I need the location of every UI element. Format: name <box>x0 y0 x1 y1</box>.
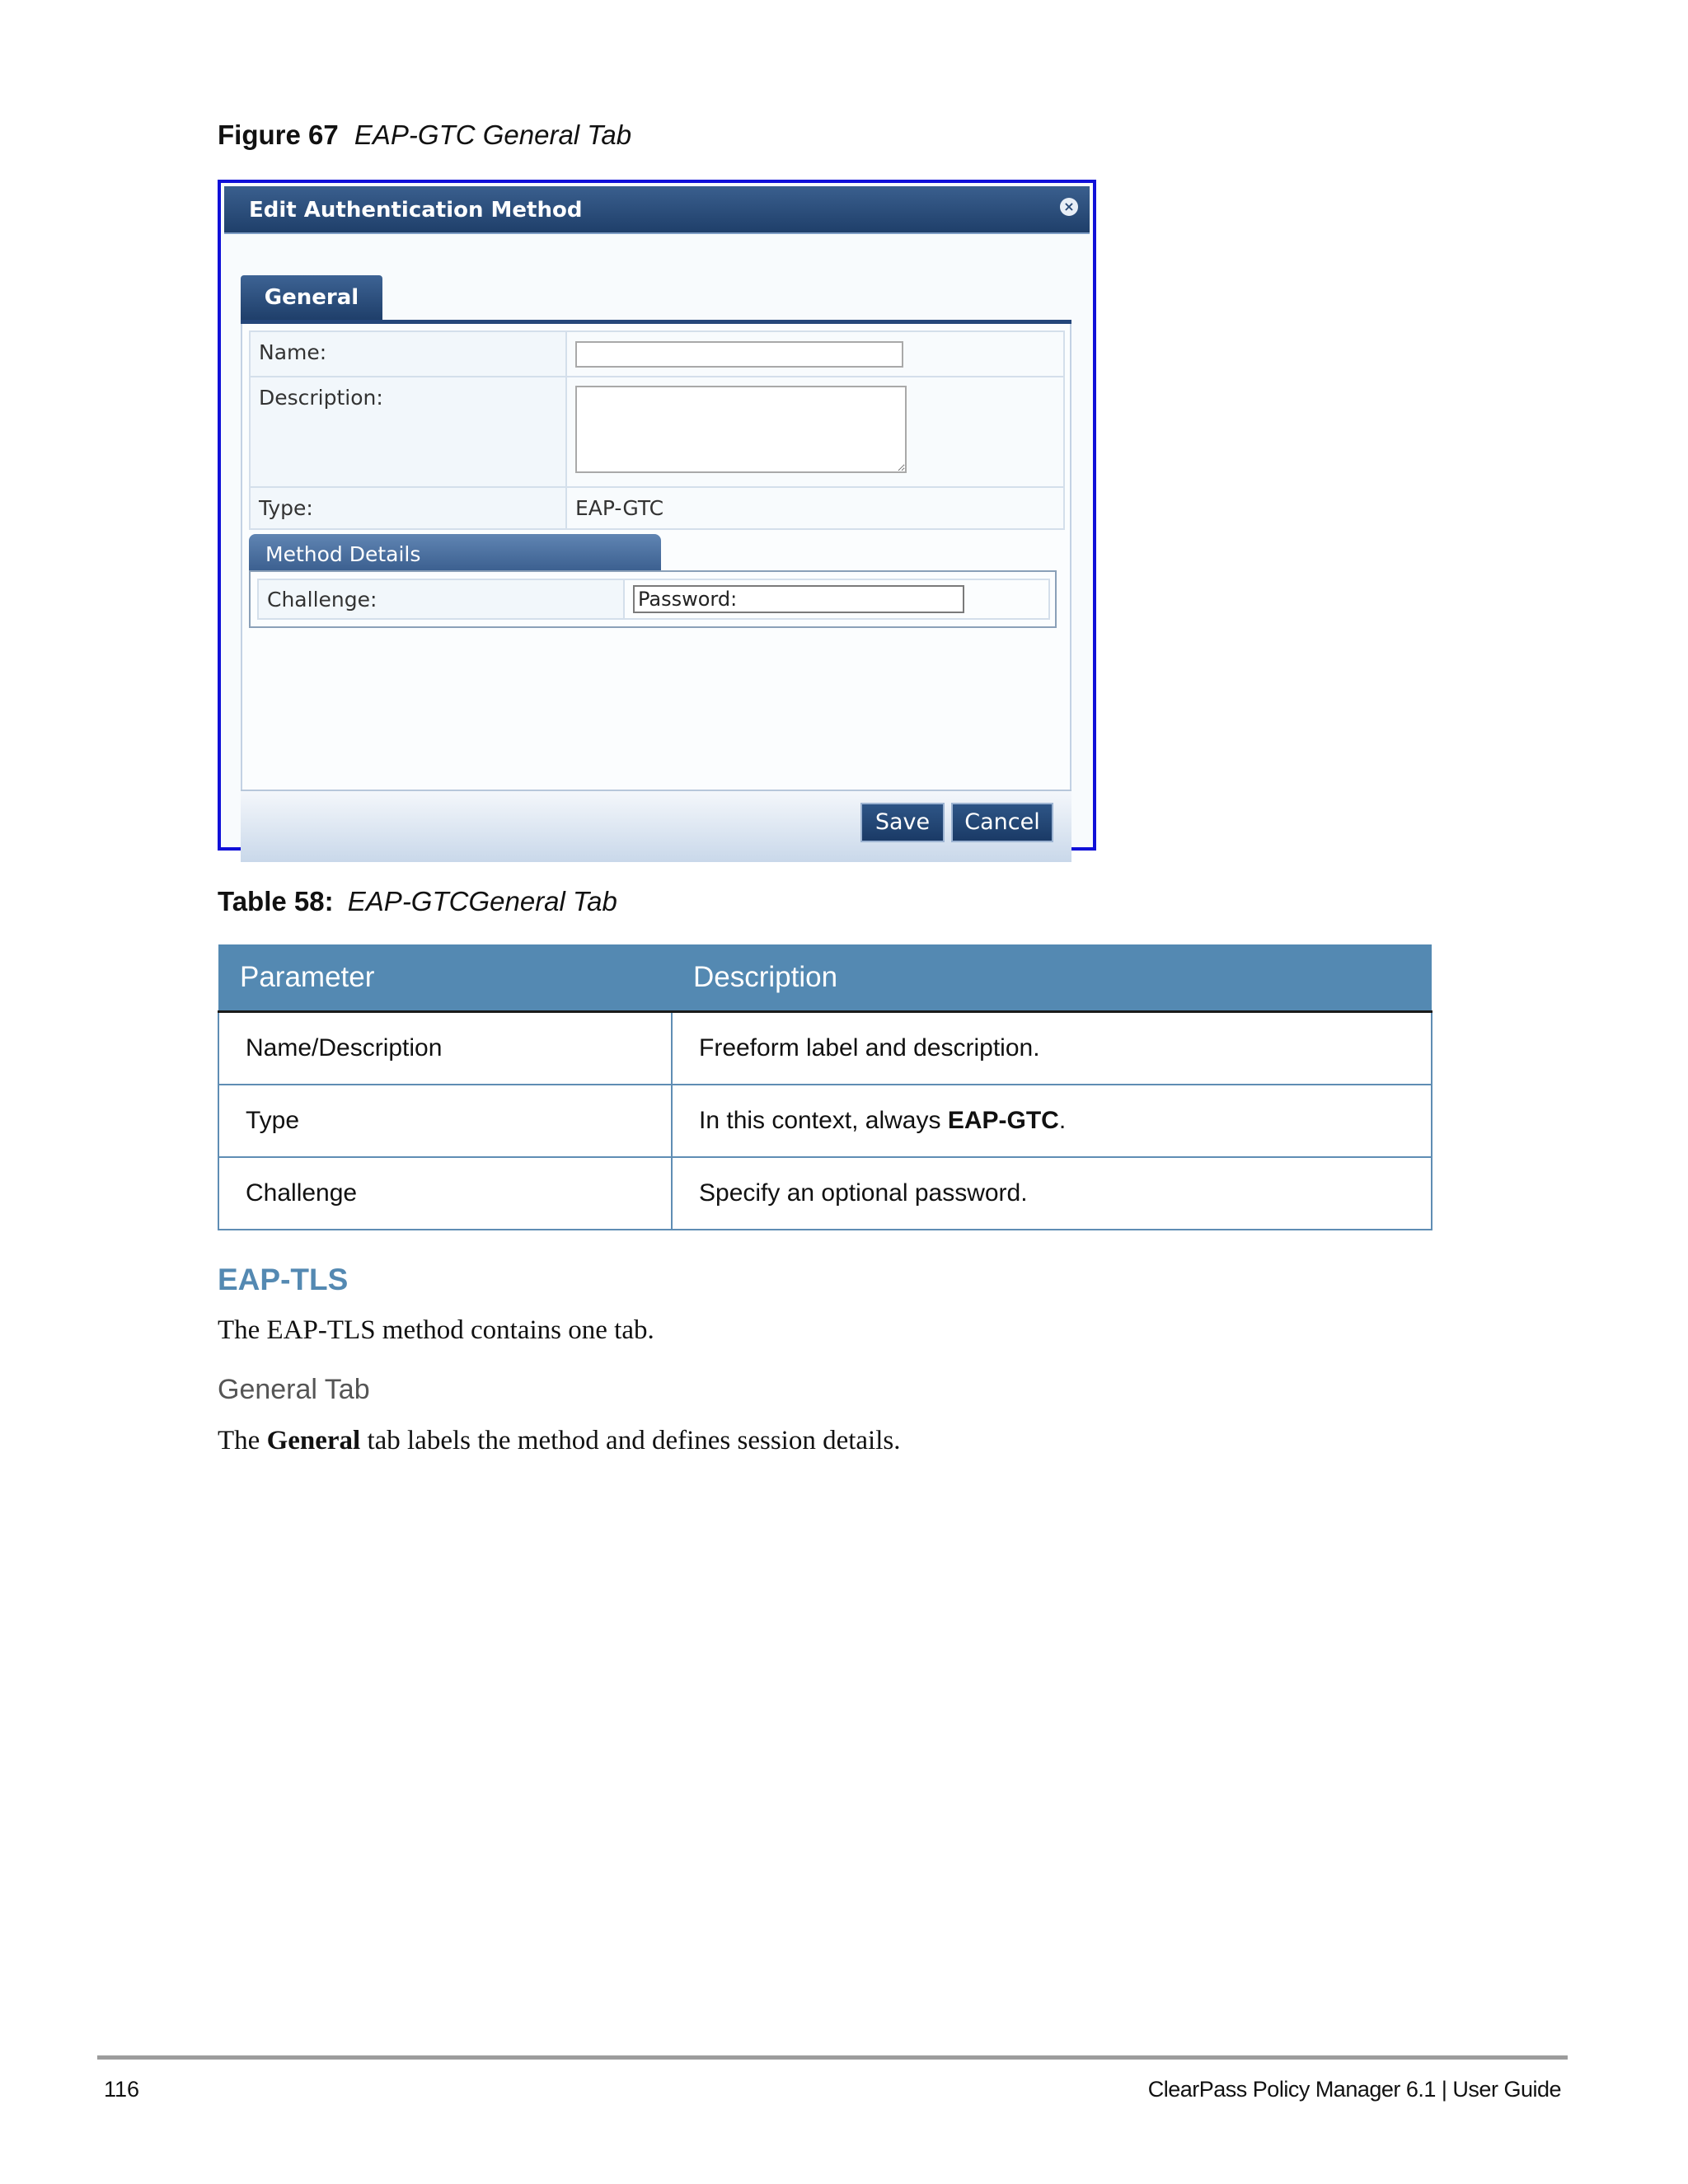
table-row <box>218 1157 1432 1230</box>
param-description: Freeform label and description. <box>672 1012 1432 1085</box>
tab-general[interactable]: General <box>241 275 382 320</box>
challenge-label: Challenge: <box>258 579 624 619</box>
dialog-body <box>241 241 1071 834</box>
table-row <box>218 1085 1432 1157</box>
body-suffix: tab labels the method and defines session details. <box>360 1426 901 1455</box>
param-description <box>672 1085 1432 1157</box>
name-row <box>250 331 1064 377</box>
param-name: Type <box>218 1085 672 1157</box>
figure-caption <box>218 120 631 151</box>
subsection-body <box>218 1426 900 1456</box>
param-description: Specify an optional password. <box>672 1157 1432 1230</box>
general-panel <box>241 324 1071 790</box>
close-icon[interactable]: × <box>1060 198 1078 216</box>
type-label: Type: <box>250 487 566 529</box>
cancel-button[interactable]: Cancel <box>951 803 1053 842</box>
table-number: Table 58: <box>218 886 334 916</box>
figure-number: Figure 67 <box>218 120 339 150</box>
dialog-title: Edit Authentication Method <box>249 198 583 223</box>
challenge-row <box>258 579 1049 619</box>
description-row <box>250 377 1064 487</box>
guide-title: ClearPass Policy Manager 6.1 | User Guide <box>1147 2077 1561 2102</box>
type-row <box>250 487 1064 529</box>
page-number: 116 <box>104 2077 140 2102</box>
header-description: Description <box>672 944 1432 1012</box>
method-details-box <box>249 570 1057 628</box>
table-header-row <box>218 944 1432 1012</box>
description-text: In this context, always <box>699 1107 948 1134</box>
body-prefix: The <box>218 1426 267 1455</box>
description-label: Description: <box>250 377 566 487</box>
figure-title: EAP-GTC General Tab <box>354 120 632 150</box>
general-form <box>249 330 1065 530</box>
save-button[interactable]: Save <box>860 803 945 842</box>
description-bold: EAP-GTC <box>947 1107 1059 1134</box>
type-value: EAP-GTC <box>566 487 1064 529</box>
section-heading: EAP-TLS <box>218 1263 349 1296</box>
subsection-heading: General Tab <box>218 1374 370 1405</box>
header-parameter: Parameter <box>218 944 672 1012</box>
name-label: Name: <box>250 331 566 377</box>
section-intro: The EAP-TLS method contains one tab. <box>218 1315 654 1345</box>
name-input[interactable] <box>575 341 903 368</box>
description-textarea[interactable] <box>575 386 907 473</box>
name-cell <box>566 331 1064 377</box>
challenge-cell <box>624 579 1049 619</box>
body-bold: General <box>266 1426 361 1455</box>
description-suffix: . <box>1058 1107 1067 1134</box>
method-details-header: Method Details <box>249 534 661 570</box>
table-title: EAP-GTCGeneral Tab <box>347 886 617 916</box>
description-cell <box>566 377 1064 487</box>
table-caption <box>218 886 617 917</box>
dialog-titlebar <box>224 186 1090 234</box>
method-details-table <box>257 579 1050 620</box>
parameter-table <box>218 944 1432 1230</box>
footer-rule <box>97 2055 1568 2060</box>
param-name: Challenge <box>218 1157 672 1230</box>
table-row <box>218 1012 1432 1085</box>
dialog-screenshot <box>218 180 1096 851</box>
param-name: Name/Description <box>218 1012 672 1085</box>
dialog-footer <box>241 790 1071 862</box>
challenge-input[interactable] <box>633 585 964 613</box>
